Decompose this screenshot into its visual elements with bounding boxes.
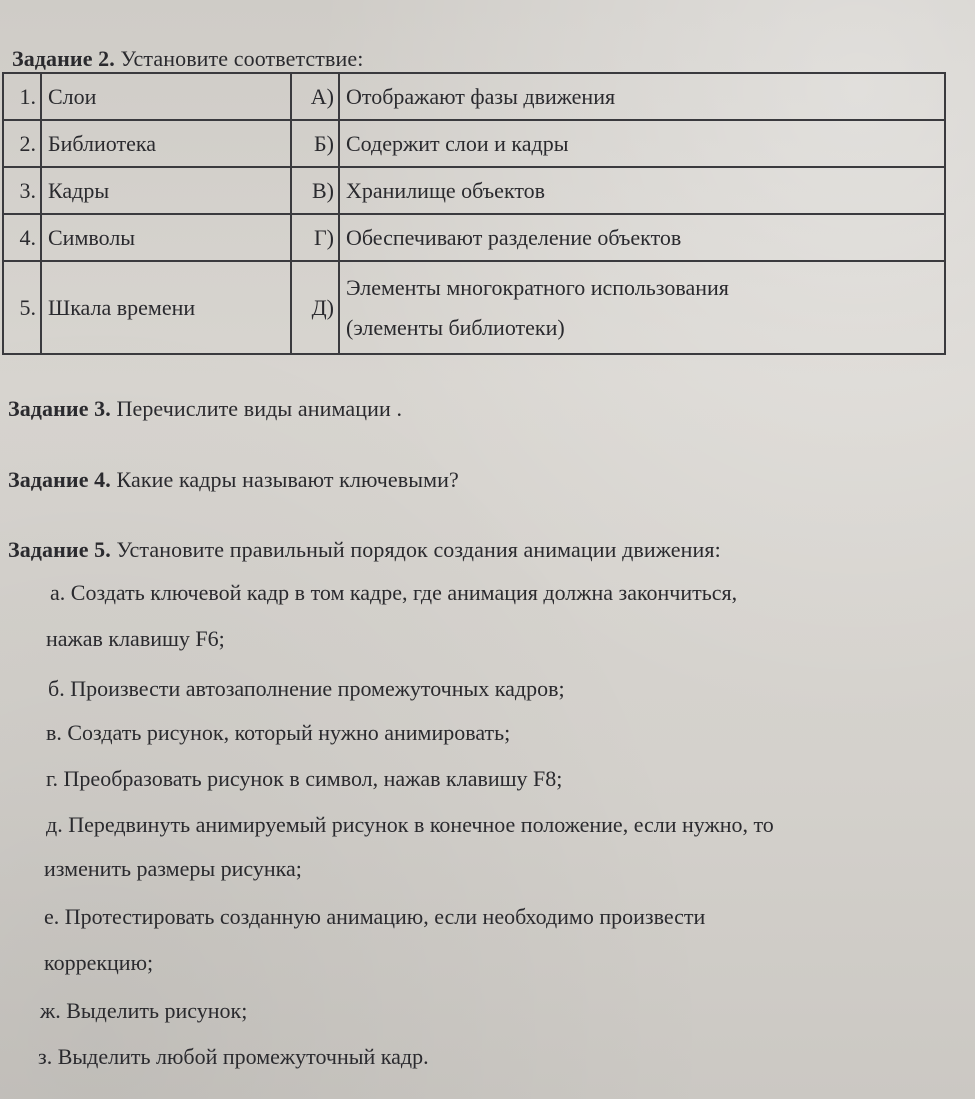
letter-cell: А) <box>291 73 339 120</box>
task-5-label: Задание 5. <box>8 537 111 562</box>
list-item-continuation: нажав клавишу F6; <box>46 626 225 651</box>
table-row <box>3 214 945 261</box>
task-3-heading <box>8 396 402 422</box>
definition-line-1: Элементы многократного использования <box>346 274 729 300</box>
matching-table <box>2 72 946 355</box>
table-row <box>3 261 945 354</box>
table-row <box>3 167 945 214</box>
definition-cell: Отображают фазы движения <box>339 73 945 120</box>
list-item-continuation: коррекцию; <box>44 950 154 975</box>
task-5-heading <box>8 537 721 563</box>
list-item: а. Создать ключевой кадр в том кадре, где анимация должна закончиться, <box>50 580 738 605</box>
row-number: 5. <box>3 261 41 354</box>
task-4-heading <box>8 467 459 493</box>
list-item: з. Выделить любой промежуточный кадр. <box>38 1044 429 1069</box>
list-item-continuation: изменить размеры рисунка; <box>44 856 302 881</box>
task-4-text: Какие кадры называют ключевыми? <box>116 467 459 492</box>
definition-cell: Содержит слои и кадры <box>339 120 945 167</box>
definition-cell: Хранилище объектов <box>339 167 945 214</box>
task-3-text: Перечислите виды анимации . <box>116 396 403 421</box>
letter-cell: В) <box>291 167 339 214</box>
list-item: в. Создать рисунок, который нужно анимировать; <box>46 720 511 745</box>
task-2-heading <box>12 46 363 72</box>
letter-cell: Г) <box>291 214 339 261</box>
list-item: е. Протестировать созданную анимацию, если необходимо произвести <box>44 904 706 929</box>
term-cell: Кадры <box>41 167 291 214</box>
term-cell: Слои <box>41 73 291 120</box>
term-cell: Шкала времени <box>41 261 291 354</box>
row-number: 3. <box>3 167 41 214</box>
definition-cell <box>339 261 945 354</box>
definition-line-2: (элементы библиотеки) <box>346 314 565 340</box>
task-3-label: Задание 3. <box>8 396 111 421</box>
table-row <box>3 120 945 167</box>
row-number: 4. <box>3 214 41 261</box>
term-cell: Символы <box>41 214 291 261</box>
term-cell: Библиотека <box>41 120 291 167</box>
list-item: д. Передвинуть анимируемый рисунок в конечное положение, если нужно, то <box>46 812 774 837</box>
task-5-text: Установите правильный порядок создания анимации движения: <box>116 537 721 562</box>
table-row <box>3 73 945 120</box>
task-2-text: Установите соответствие: <box>120 46 364 71</box>
row-number: 2. <box>3 120 41 167</box>
list-item: г. Преобразовать рисунок в символ, нажав клавишу F8; <box>46 766 563 791</box>
letter-cell: Б) <box>291 120 339 167</box>
list-item: ж. Выделить рисунок; <box>40 998 248 1023</box>
definition-cell: Обеспечивают разделение объектов <box>339 214 945 261</box>
letter-cell: Д) <box>291 261 339 354</box>
task-2-label: Задание 2. <box>12 46 115 71</box>
list-item: б. Произвести автозаполнение промежуточных кадров; <box>48 676 565 701</box>
task-4-label: Задание 4. <box>8 467 111 492</box>
row-number: 1. <box>3 73 41 120</box>
